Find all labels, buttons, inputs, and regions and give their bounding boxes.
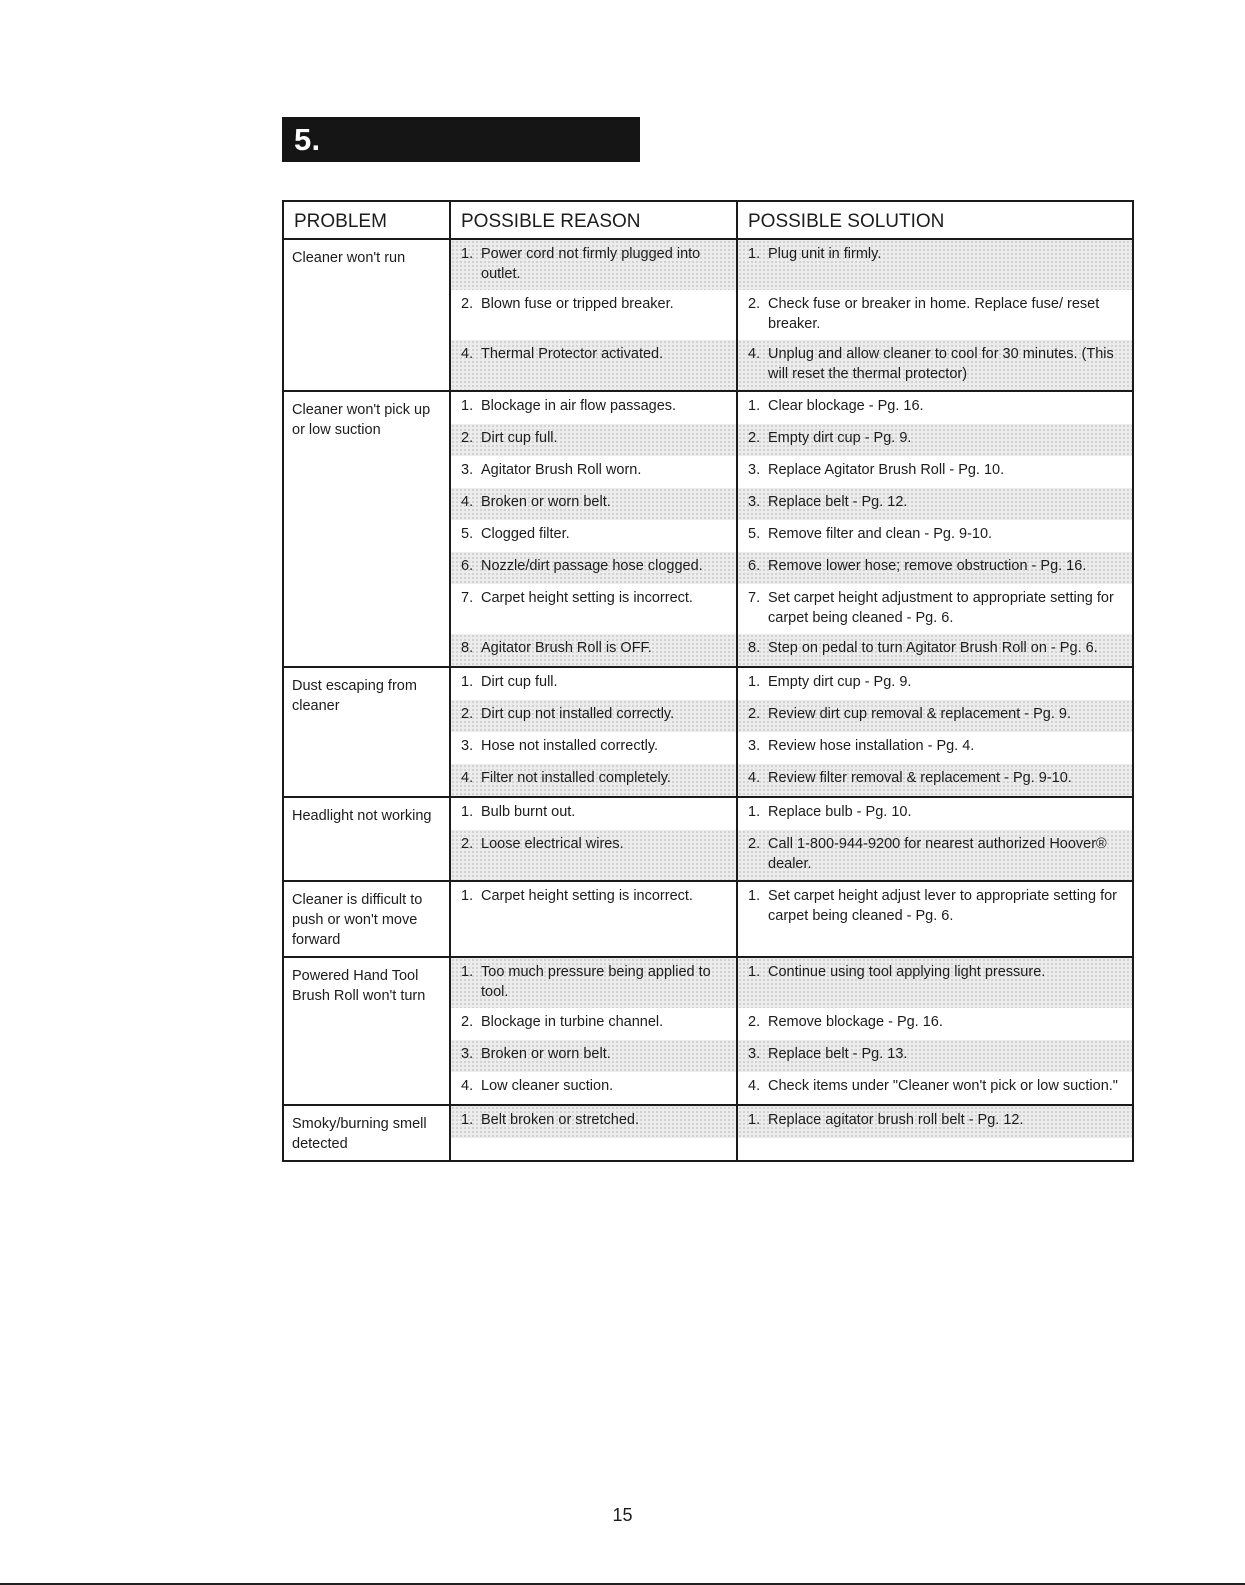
reason-text: Broken or worn belt. — [481, 494, 611, 510]
solution-item — [738, 798, 1132, 830]
solution-number: 4. — [748, 770, 761, 786]
table-header-row — [283, 201, 1133, 239]
solution-number: 8. — [748, 640, 761, 656]
problem-text: Headlight not working — [292, 808, 432, 824]
reason-item — [451, 1040, 736, 1072]
solution-text: Replace belt - Pg. 13. — [768, 1046, 908, 1062]
solution-number: 1. — [748, 1112, 761, 1128]
reason-text: Filter not installed completely. — [481, 770, 671, 786]
solution-text: Empty dirt cup - Pg. 9. — [768, 674, 912, 690]
reason-item — [451, 1072, 736, 1104]
solution-text: Replace Agitator Brush Roll - Pg. 10. — [768, 462, 1005, 478]
reason-number: 1. — [461, 888, 474, 904]
solution-number: 2. — [748, 296, 761, 312]
solution-cell — [737, 797, 1133, 881]
problem-text: Powered Hand Tool Brush Roll won't turn — [292, 968, 426, 1004]
solution-cell — [737, 957, 1133, 1105]
solution-item — [738, 634, 1132, 666]
reason-cell — [450, 667, 737, 797]
solution-text: Set carpet height adjustment to appropriate setting for carpet being cleaned - Pg. 6. — [768, 590, 1114, 626]
reason-item — [451, 732, 736, 764]
solution-item — [738, 240, 1132, 290]
solution-item — [738, 764, 1132, 796]
reason-number: 8. — [461, 640, 474, 656]
reason-cell — [450, 881, 737, 957]
reason-text: Hose not installed correctly. — [481, 738, 659, 754]
reason-cell — [450, 957, 737, 1105]
reason-cell — [450, 391, 737, 667]
solution-number: 3. — [748, 462, 761, 478]
reason-number: 4. — [461, 1078, 474, 1094]
reason-text: Dirt cup full. — [481, 674, 558, 690]
solution-text: Replace bulb - Pg. 10. — [768, 804, 912, 820]
solution-item — [738, 1040, 1132, 1072]
solution-text: Clear blockage - Pg. 16. — [768, 398, 924, 414]
solution-item — [738, 1008, 1132, 1040]
reason-item — [451, 882, 736, 932]
table-row — [283, 797, 1133, 881]
solution-text: Step on pedal to turn Agitator Brush Roll on - Pg. 6. — [768, 640, 1098, 656]
reason-number: 1. — [461, 964, 474, 980]
reason-item — [451, 634, 736, 666]
solution-text: Set carpet height adjust lever to appropriate setting for carpet being cleaned - Pg. 6. — [768, 888, 1118, 924]
solution-text: Empty dirt cup - Pg. 9. — [768, 430, 912, 446]
reason-text: Dirt cup full. — [481, 430, 558, 446]
solution-item — [738, 552, 1132, 584]
solution-item — [738, 340, 1132, 390]
reason-item — [451, 488, 736, 520]
solution-number: 1. — [748, 804, 761, 820]
solution-item — [738, 424, 1132, 456]
solution-number: 3. — [748, 494, 761, 510]
solution-cell — [737, 239, 1133, 391]
solution-item — [738, 290, 1132, 340]
reason-item — [451, 668, 736, 700]
solution-item — [738, 584, 1132, 634]
table-row — [283, 667, 1133, 797]
reason-item — [451, 290, 736, 340]
reason-number: 3. — [461, 738, 474, 754]
section-title: 5. TROUBLESHOOTING — [282, 117, 640, 162]
reason-text: Blockage in turbine channel. — [481, 1014, 664, 1030]
reason-text: Carpet height setting is incorrect. — [481, 888, 693, 904]
solution-item — [738, 830, 1132, 880]
reason-cell — [450, 239, 737, 391]
solution-number: 4. — [748, 346, 761, 362]
problem-text: Dust escaping from cleaner — [292, 678, 417, 714]
reason-number: 5. — [461, 526, 474, 542]
reason-item — [451, 424, 736, 456]
solution-item — [738, 488, 1132, 520]
solution-text: Review filter removal & replacement - Pg. 9-10. — [768, 770, 1072, 786]
reason-item — [451, 584, 736, 634]
solution-number: 3. — [748, 738, 761, 754]
reason-number: 3. — [461, 462, 474, 478]
solution-number: 6. — [748, 558, 761, 574]
reason-item — [451, 340, 736, 390]
problem-cell — [283, 957, 450, 1105]
reason-item — [451, 700, 736, 732]
solution-text: Replace belt - Pg. 12. — [768, 494, 908, 510]
problem-text: Cleaner is difficult to push or won't move forward — [292, 892, 423, 948]
reason-text: Loose electrical wires. — [481, 836, 624, 852]
solution-text: Continue using tool applying light pressure. — [768, 964, 1046, 980]
header-possible-solution: POSSIBLE SOLUTION — [737, 201, 1133, 239]
reason-item — [451, 798, 736, 830]
solution-text: Call 1-800-944-9200 for nearest authorized Hoover® dealer. — [768, 836, 1107, 872]
solution-number: 4. — [748, 1078, 761, 1094]
solution-cell — [737, 391, 1133, 667]
solution-text: Remove lower hose; remove obstruction - Pg. 16. — [768, 558, 1087, 574]
reason-number: 3. — [461, 1046, 474, 1062]
solution-text: Review dirt cup removal & replacement - Pg. 9. — [768, 706, 1072, 722]
page-number: 15 — [612, 1505, 633, 1525]
solution-item — [738, 668, 1132, 700]
reason-number: 1. — [461, 804, 474, 820]
reason-number: 4. — [461, 346, 474, 362]
reason-number: 2. — [461, 430, 474, 446]
reason-item — [451, 830, 736, 880]
solution-number: 1. — [748, 888, 761, 904]
solution-text: Plug unit in firmly. — [768, 246, 882, 262]
reason-text: Dirt cup not installed correctly. — [481, 706, 675, 722]
solution-number: 1. — [748, 398, 761, 414]
reason-text: Agitator Brush Roll is OFF. — [481, 640, 652, 656]
solution-text: Check fuse or breaker in home. Replace fuse/ reset breaker. — [768, 296, 1100, 332]
solution-text: Review hose installation - Pg. 4. — [768, 738, 975, 754]
solution-cell — [737, 1105, 1133, 1161]
reason-number: 2. — [461, 836, 474, 852]
solution-item — [738, 700, 1132, 732]
reason-text: Too much pressure being applied to tool. — [481, 964, 711, 1000]
problem-cell — [283, 667, 450, 797]
reason-text: Bulb burnt out. — [481, 804, 576, 820]
solution-number: 2. — [748, 430, 761, 446]
header-possible-reason: POSSIBLE REASON — [450, 201, 737, 239]
reason-cell — [450, 1105, 737, 1161]
reason-number: 1. — [461, 398, 474, 414]
reason-text: Blockage in air flow passages. — [481, 398, 677, 414]
solution-number: 1. — [748, 246, 761, 262]
reason-number: 1. — [461, 246, 474, 262]
table-row — [283, 391, 1133, 667]
reason-text: Agitator Brush Roll worn. — [481, 462, 642, 478]
reason-item — [451, 1106, 736, 1138]
reason-text: Power cord not firmly plugged into outlet. — [481, 246, 701, 282]
reason-item — [451, 456, 736, 488]
troubleshooting-table — [282, 200, 1134, 1162]
problem-cell — [283, 797, 450, 881]
solution-number: 5. — [748, 526, 761, 542]
solution-item — [738, 456, 1132, 488]
solution-number: 1. — [748, 674, 761, 690]
reason-item — [451, 240, 736, 290]
solution-item — [738, 1072, 1132, 1104]
reason-number: 4. — [461, 494, 474, 510]
reason-text: Broken or worn belt. — [481, 1046, 611, 1062]
reason-item — [451, 520, 736, 552]
solution-text: Remove blockage - Pg. 16. — [768, 1014, 943, 1030]
reason-number: 1. — [461, 674, 474, 690]
solution-number: 2. — [748, 836, 761, 852]
solution-number: 2. — [748, 706, 761, 722]
reason-text: Carpet height setting is incorrect. — [481, 590, 693, 606]
reason-number: 2. — [461, 706, 474, 722]
reason-number: 2. — [461, 296, 474, 312]
reason-number: 4. — [461, 770, 474, 786]
solution-cell — [737, 881, 1133, 957]
reason-text: Belt broken or stretched. — [481, 1112, 639, 1128]
solution-text: Check items under "Cleaner won't pick or low suction." — [768, 1078, 1118, 1094]
solution-text: Replace agitator brush roll belt - Pg. 12. — [768, 1112, 1024, 1128]
solution-item — [738, 958, 1132, 1008]
table-row — [283, 1105, 1133, 1161]
problem-cell — [283, 1105, 450, 1161]
reason-text: Blown fuse or tripped breaker. — [481, 296, 674, 312]
problem-text: Cleaner won't pick up or low suction — [292, 402, 431, 438]
reason-item — [451, 1008, 736, 1040]
table-row — [283, 239, 1133, 391]
reason-item — [451, 552, 736, 584]
problem-text: Smoky/burning smell detected — [292, 1116, 427, 1152]
solution-number: 3. — [748, 1046, 761, 1062]
solution-item — [738, 882, 1132, 932]
solution-number: 1. — [748, 964, 761, 980]
reason-number: 6. — [461, 558, 474, 574]
problem-cell — [283, 239, 450, 391]
problem-text: Cleaner won't run — [292, 250, 406, 266]
table-row — [283, 957, 1133, 1105]
reason-text: Thermal Protector activated. — [481, 346, 664, 362]
solution-item — [738, 1106, 1132, 1138]
reason-number: 1. — [461, 1112, 474, 1128]
solution-text: Unplug and allow cleaner to cool for 30 minutes. (This will reset the thermal protector) — [768, 346, 1114, 382]
solution-number: 2. — [748, 1014, 761, 1030]
solution-cell — [737, 667, 1133, 797]
solution-item — [738, 392, 1132, 424]
problem-cell — [283, 391, 450, 667]
solution-text: Remove filter and clean - Pg. 9-10. — [768, 526, 993, 542]
reason-cell — [450, 797, 737, 881]
problem-cell — [283, 881, 450, 957]
reason-item — [451, 958, 736, 1008]
reason-number: 2. — [461, 1014, 474, 1030]
solution-item — [738, 732, 1132, 764]
reason-text: Clogged filter. — [481, 526, 570, 542]
solution-item — [738, 520, 1132, 552]
reason-item — [451, 764, 736, 796]
reason-text: Nozzle/dirt passage hose clogged. — [481, 558, 703, 574]
reason-text: Low cleaner suction. — [481, 1078, 614, 1094]
solution-number: 7. — [748, 590, 761, 606]
reason-number: 7. — [461, 590, 474, 606]
reason-item — [451, 392, 736, 424]
header-problem: PROBLEM — [283, 201, 450, 239]
table-row — [283, 881, 1133, 957]
